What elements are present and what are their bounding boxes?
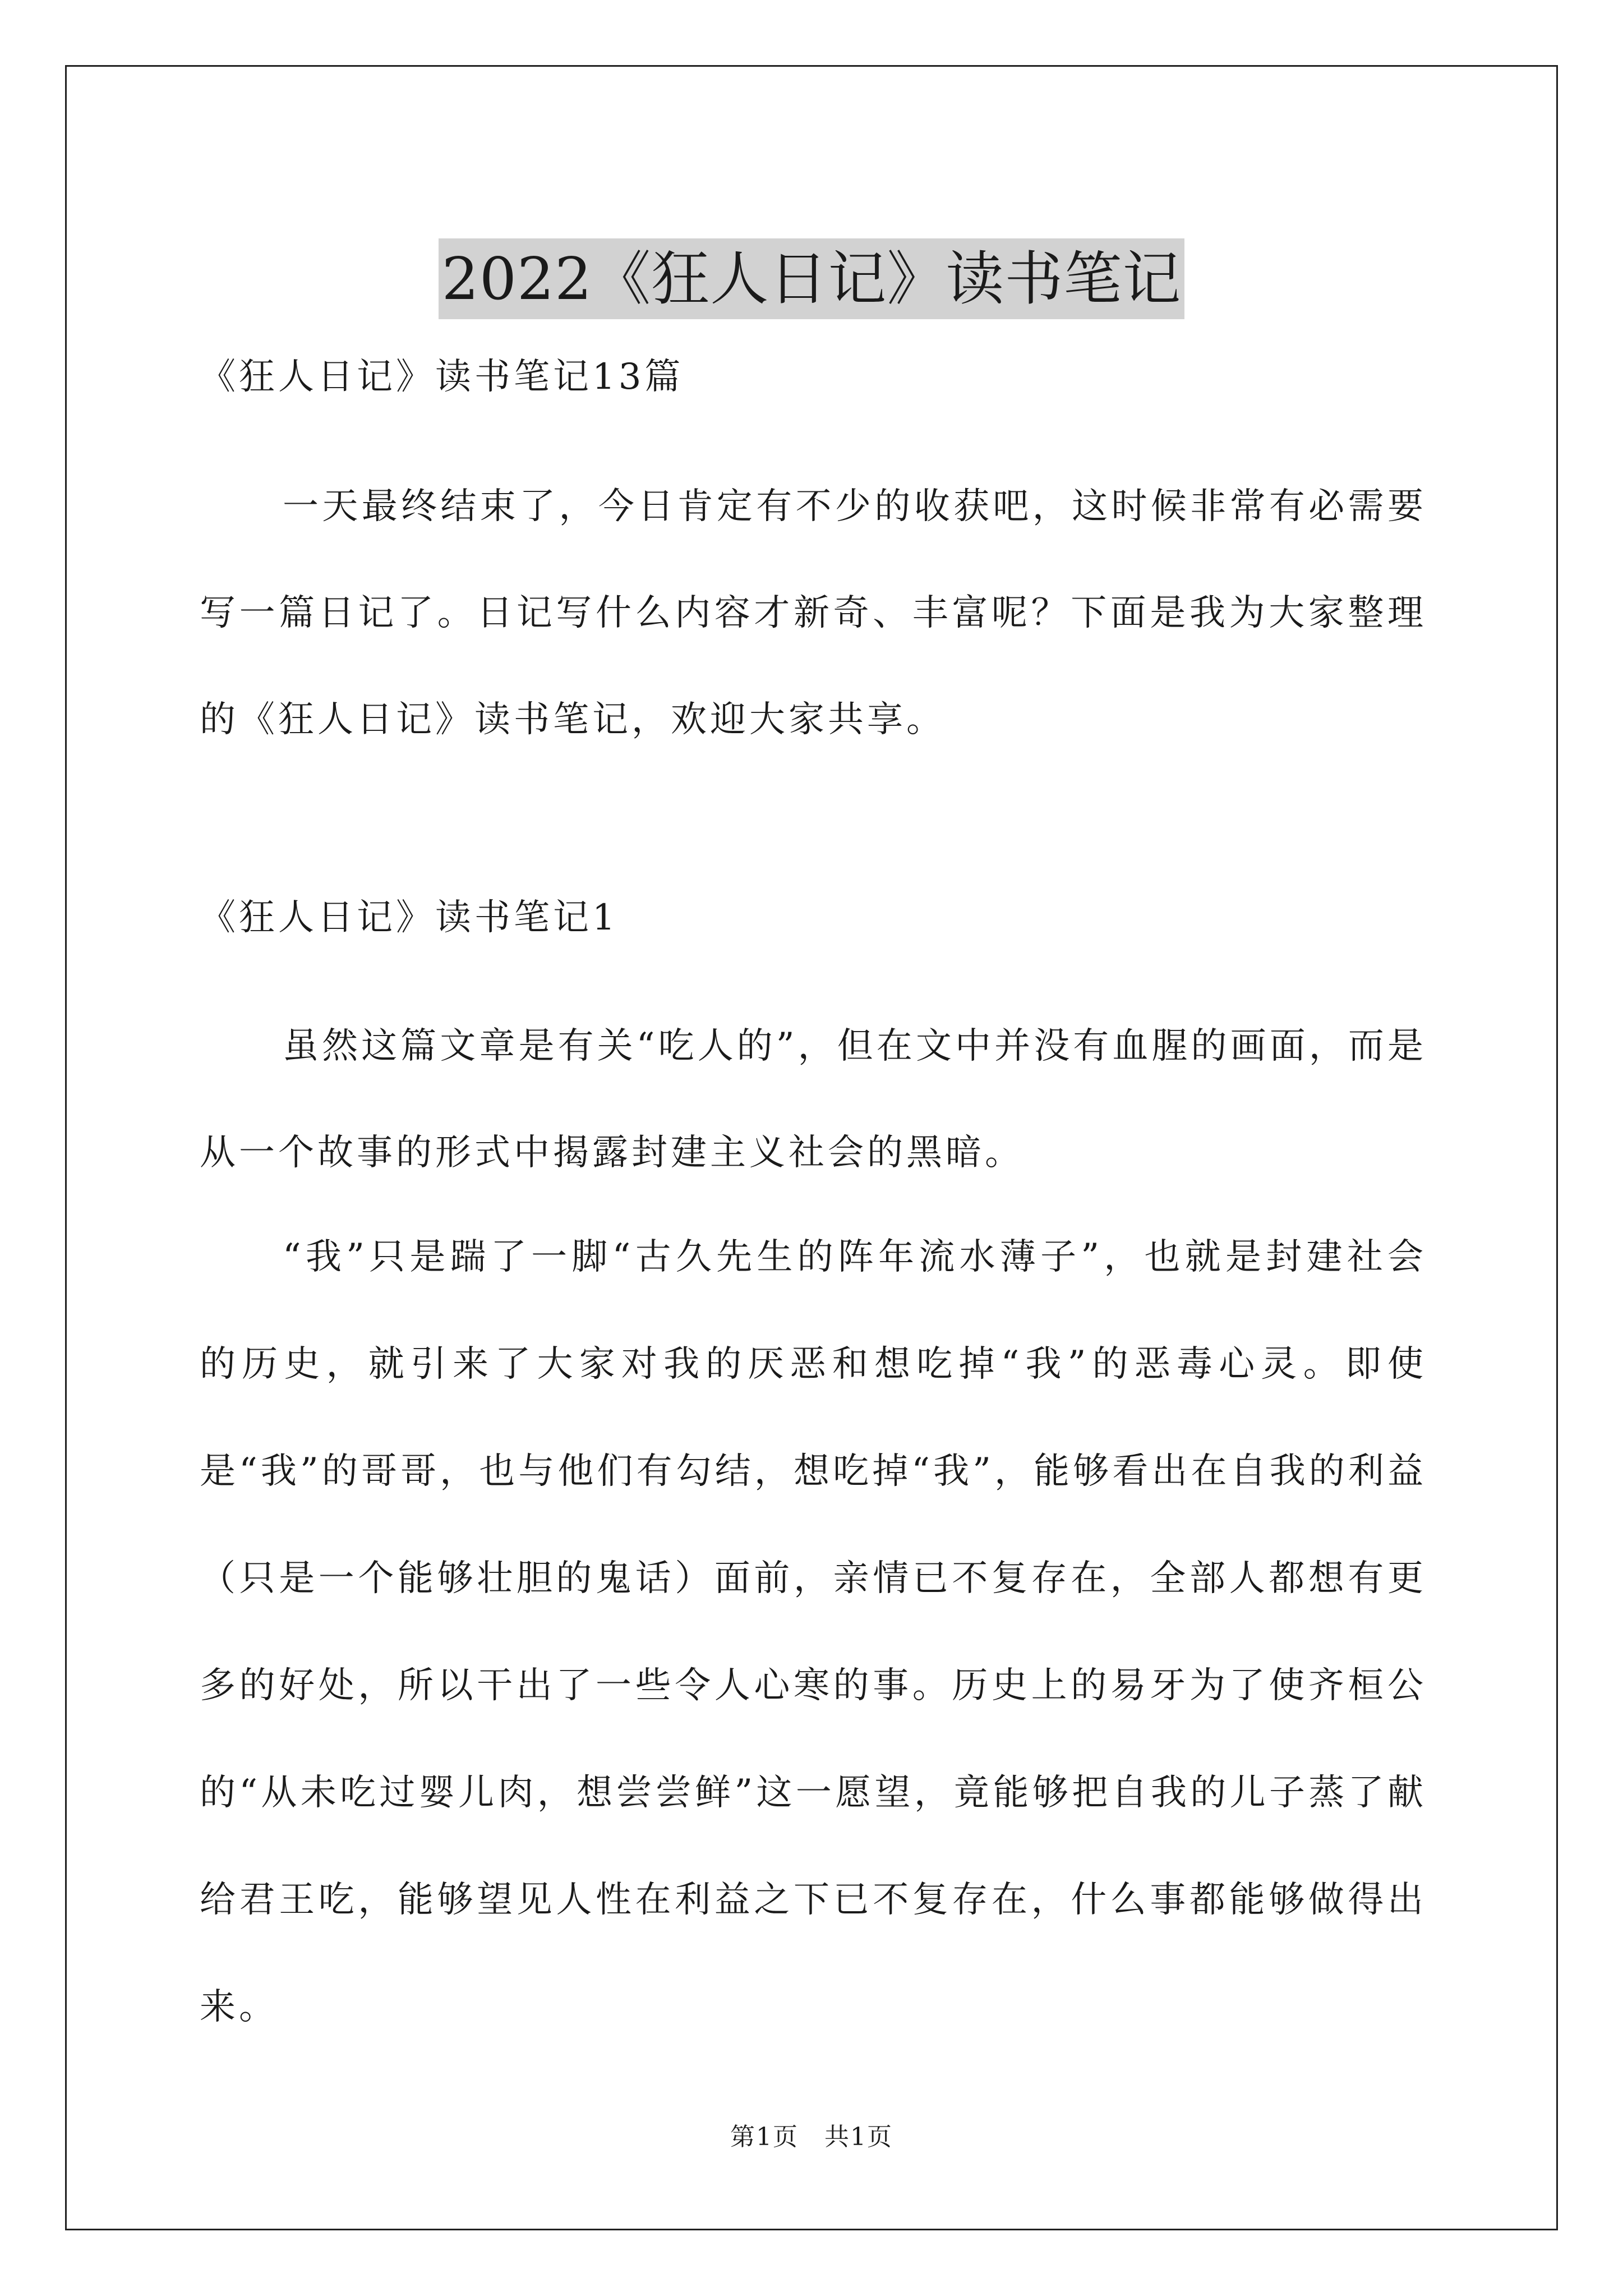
intro-paragraph: 一天最终结束了，今日肯定有不少的收获吧，这时候非常有必需要写一篇日记了。日记写什么内容才新奇、丰富呢？下面是我为大家整理的《狂人日记》读书笔记，欢迎大家共享。: [200, 486, 1427, 740]
title-container: [0, 199, 1623, 358]
section-heading: 《狂人日记》读书笔记1: [200, 897, 619, 938]
document-subtitle: 《狂人日记》读书笔记13篇: [200, 356, 684, 398]
body-paragraph-1: 虽然这篇文章是有关“吃人的”，但在文中并没有血腥的画面，而是从一个故事的形式中揭露封建主义社会的黑暗。: [200, 1025, 1427, 1174]
page-footer: 第1页 共1页: [730, 2123, 893, 2151]
document-title: 2022《狂人日记》读书笔记: [439, 238, 1185, 319]
body-paragraph-2: “我”只是踹了一脚“古久先生的阵年流水薄子”，也就是封建社会的历史，就引来了大家对我的厌恶和想吃掉“我”的恶毒心灵。即使是“我”的哥哥，也与他们有勾结，想吃掉“我”，能够看出在自我的利益（只是一个能够壮胆的鬼话）面前，亲情已不复存在，全部人都想有更多的好处，所以干出了一些令人心寒的事。历史上的易牙为了使齐桓公的“从未吃过婴儿肉，想尝尝鲜”这一愿望，竟能够把自我的儿子蒸了献给君王吃，能够望见人性在利益之下已不复存在，什么事都能够做得出来。: [200, 1236, 1427, 2028]
